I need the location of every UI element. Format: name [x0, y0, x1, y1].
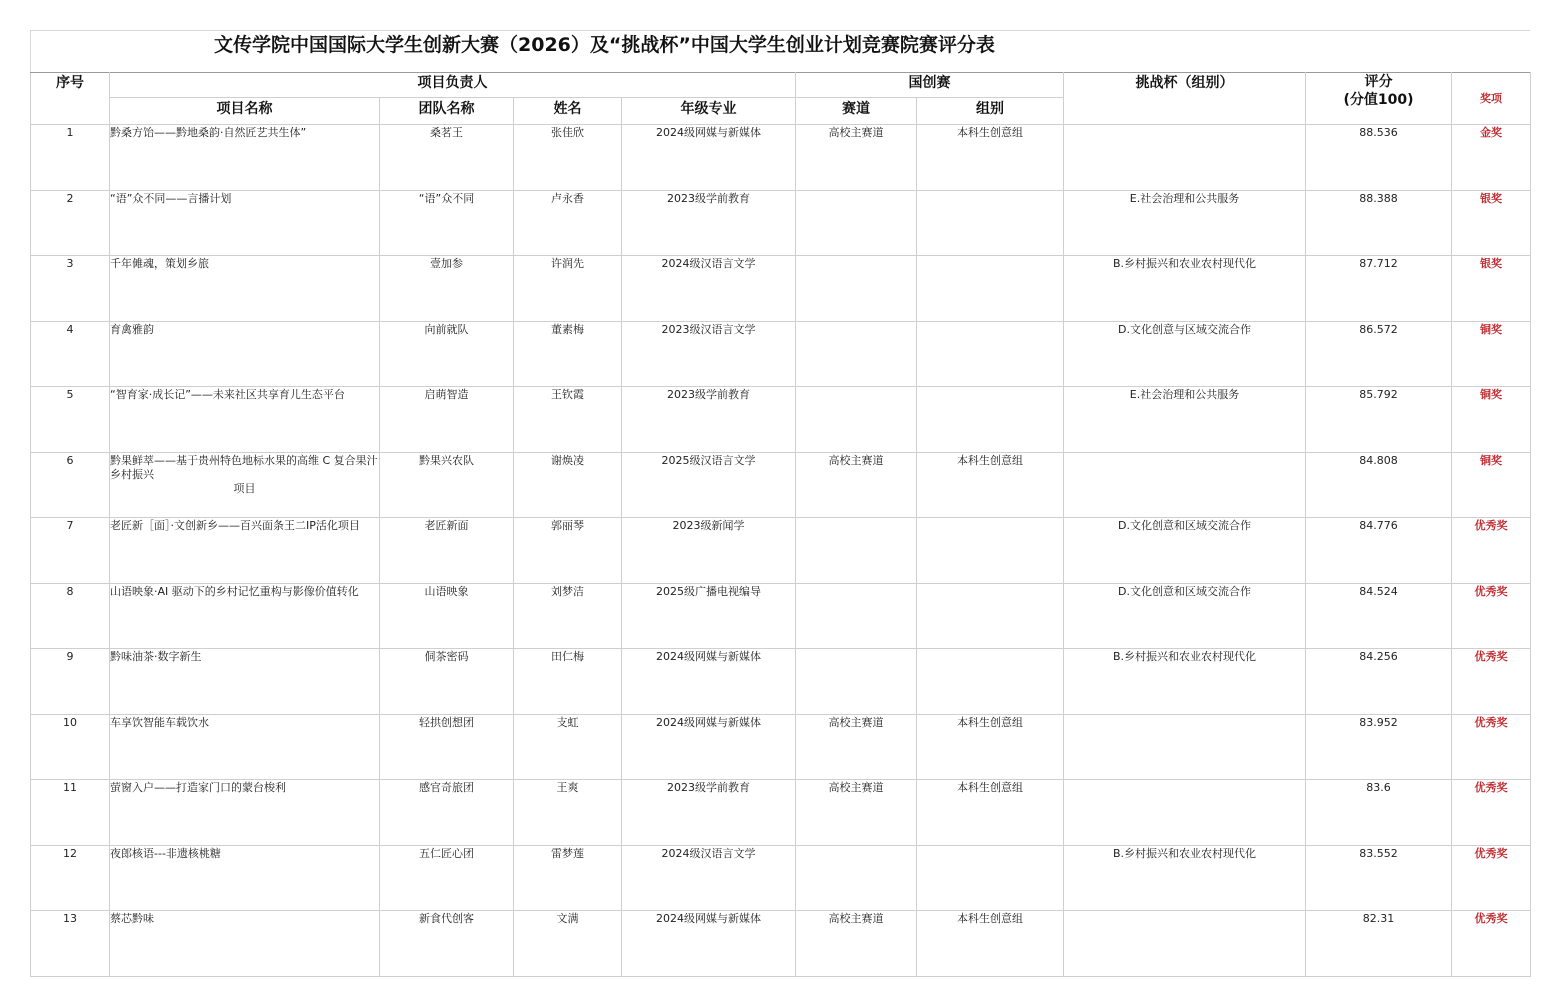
cell-grade-major: 2025级广播电视编导: [622, 583, 796, 649]
cell-score: 84.808: [1306, 452, 1452, 518]
cell-project-name: [110, 125, 380, 191]
cell-track: [796, 321, 917, 387]
project-name-text: 车享饮智能车载饮水: [110, 715, 209, 729]
cell-award: 优秀奖: [1452, 583, 1531, 649]
cell-award: 优秀奖: [1452, 714, 1531, 780]
score-table: [30, 72, 1531, 977]
cell-seq: 5: [31, 387, 110, 453]
cell-project-name: [110, 780, 380, 846]
cell-group: 本科生创意组: [917, 125, 1064, 191]
cell-award: 优秀奖: [1452, 780, 1531, 846]
table-row: [31, 911, 1531, 977]
cell-project-name: [110, 911, 380, 977]
header-seq: 序号: [31, 73, 110, 125]
project-name-text: 老匠新［面］·文创新乡——百兴面条王二IP活化项目: [110, 519, 360, 532]
cell-person-name: 王钦霞: [514, 387, 622, 453]
cell-group: 本科生创意组: [917, 911, 1064, 977]
cell-track: [796, 583, 917, 649]
cell-award: 铜奖: [1452, 387, 1531, 453]
project-name-text: 黔桑方饴——黔地桑韵·自然匠艺共生体”: [110, 126, 307, 139]
cell-seq: 7: [31, 518, 110, 584]
cell-project-name: [110, 256, 380, 322]
cell-person-name: 卢永香: [514, 190, 622, 256]
header-gcs-group: 国创赛: [796, 73, 1064, 98]
cell-team-name: 新食代创客: [380, 911, 514, 977]
table-row: [31, 256, 1531, 322]
table-row: [31, 845, 1531, 911]
header-team-name: 团队名称: [380, 98, 514, 125]
project-name-text: “语”众不同——言播计划: [110, 191, 232, 205]
header-leader-group: 项目负责人: [110, 73, 796, 98]
cell-tzb: D.文化创意与区域交流合作: [1064, 321, 1306, 387]
cell-award: 银奖: [1452, 256, 1531, 322]
cell-group: [917, 256, 1064, 322]
header-grade-major: 年级专业: [622, 98, 796, 125]
cell-group: 本科生创意组: [917, 714, 1064, 780]
cell-award: 金奖: [1452, 125, 1531, 191]
cell-team-name: 壹加参: [380, 256, 514, 322]
table-row: [31, 387, 1531, 453]
cell-track: 高校主赛道: [796, 452, 917, 518]
cell-award: 优秀奖: [1452, 845, 1531, 911]
table-row: [31, 518, 1531, 584]
cell-score: 88.536: [1306, 125, 1452, 191]
cell-seq: 3: [31, 256, 110, 322]
cell-tzb: E.社会治理和公共服务: [1064, 387, 1306, 453]
cell-grade-major: 2023级新闻学: [622, 518, 796, 584]
cell-group: [917, 845, 1064, 911]
cell-group: [917, 387, 1064, 453]
cell-team-name: 老匠新面: [380, 518, 514, 584]
cell-person-name: 文满: [514, 911, 622, 977]
cell-group: [917, 190, 1064, 256]
cell-score: 86.572: [1306, 321, 1452, 387]
cell-tzb: [1064, 125, 1306, 191]
cell-score: 88.388: [1306, 190, 1452, 256]
cell-track: [796, 518, 917, 584]
cell-tzb: D.文化创意和区域交流合作: [1064, 518, 1306, 584]
table-row: [31, 125, 1531, 191]
cell-team-name: 侗茶密码: [380, 649, 514, 715]
cell-score: 84.256: [1306, 649, 1452, 715]
cell-grade-major: 2023级学前教育: [622, 780, 796, 846]
cell-tzb: [1064, 714, 1306, 780]
project-name-text: “智育家·成长记”——未来社区共享育儿生态平台: [110, 388, 345, 401]
cell-grade-major: 2024级网媒与新媒体: [622, 125, 796, 191]
cell-person-name: 许润先: [514, 256, 622, 322]
cell-team-name: “语”众不同: [380, 190, 514, 256]
cell-tzb: B.乡村振兴和农业农村现代化: [1064, 845, 1306, 911]
cell-seq: 2: [31, 190, 110, 256]
cell-grade-major: 2024级网媒与新媒体: [622, 911, 796, 977]
cell-grade-major: 2025级汉语言文学: [622, 452, 796, 518]
cell-group: [917, 518, 1064, 584]
cell-group: [917, 649, 1064, 715]
table-row: [31, 714, 1531, 780]
table-row: [31, 780, 1531, 846]
cell-score: 87.712: [1306, 256, 1452, 322]
cell-grade-major: 2024级汉语言文学: [622, 256, 796, 322]
cell-person-name: 郭丽琴: [514, 518, 622, 584]
cell-award: 优秀奖: [1452, 911, 1531, 977]
cell-person-name: 张佳欣: [514, 125, 622, 191]
project-name-text: 萤窗入户——打造家门口的蒙台梭利: [110, 781, 286, 794]
cell-tzb: D.文化创意和区域交流合作: [1064, 583, 1306, 649]
cell-seq: 11: [31, 780, 110, 846]
table-body: [31, 125, 1531, 977]
project-name-text: 山语映象·AI 驱动下的乡村记忆重构与影像价值转化: [110, 584, 359, 598]
cell-group: [917, 321, 1064, 387]
header-score-line1: 评分: [1364, 74, 1393, 90]
cell-person-name: 雷梦莲: [514, 845, 622, 911]
cell-award: 铜奖: [1452, 452, 1531, 518]
cell-award: 铜奖: [1452, 321, 1531, 387]
cell-project-name: [110, 649, 380, 715]
cell-award: 优秀奖: [1452, 518, 1531, 584]
cell-team-name: 桑茗王: [380, 125, 514, 191]
cell-person-name: 谢焕凌: [514, 452, 622, 518]
cell-person-name: 田仁梅: [514, 649, 622, 715]
sheet-title: 文传学院中国国际大学生创新大赛（2026）及“挑战杯”中国大学生创业计划竞赛院赛评分表: [214, 34, 995, 56]
cell-award: 银奖: [1452, 190, 1531, 256]
cell-track: 高校主赛道: [796, 911, 917, 977]
cell-seq: 1: [31, 125, 110, 191]
cell-score: 84.776: [1306, 518, 1452, 584]
cell-track: [796, 649, 917, 715]
cell-project-name: [110, 387, 380, 453]
cell-team-name: 黔果兴农队: [380, 452, 514, 518]
cell-group: [917, 583, 1064, 649]
table-row: [31, 649, 1531, 715]
cell-tzb: [1064, 452, 1306, 518]
cell-seq: 10: [31, 714, 110, 780]
header-group: 组别: [917, 98, 1064, 125]
cell-tzb: B.乡村振兴和农业农村现代化: [1064, 649, 1306, 715]
cell-grade-major: 2023级汉语言文学: [622, 321, 796, 387]
header-score: [1306, 73, 1452, 125]
cell-grade-major: 2024级网媒与新媒体: [622, 649, 796, 715]
table-row: [31, 321, 1531, 387]
cell-seq: 8: [31, 583, 110, 649]
cell-person-name: 董素梅: [514, 321, 622, 387]
cell-team-name: 轻拱创想团: [380, 714, 514, 780]
header-score-line2: (分值100): [1343, 92, 1414, 108]
cell-team-name: 向前就队: [380, 321, 514, 387]
cell-track: [796, 845, 917, 911]
project-name-text: 夜郎核语---非遗核桃糖: [110, 846, 221, 860]
cell-award: 优秀奖: [1452, 649, 1531, 715]
header-award: 奖项: [1452, 73, 1531, 125]
header-person-name: 姓名: [514, 98, 622, 125]
cell-team-name: 感官奇旅团: [380, 780, 514, 846]
table-row: [31, 190, 1531, 256]
cell-tzb: [1064, 911, 1306, 977]
table-row: [31, 452, 1531, 518]
cell-seq: 13: [31, 911, 110, 977]
header-tzb: 挑战杯（组别）: [1064, 73, 1306, 125]
cell-team-name: 山语映象: [380, 583, 514, 649]
cell-project-name: [110, 190, 380, 256]
score-sheet: [30, 30, 1530, 960]
table-row: [31, 583, 1531, 649]
header-project-name: 项目名称: [110, 98, 380, 125]
cell-track: 高校主赛道: [796, 714, 917, 780]
header-row-1: [31, 73, 1531, 98]
cell-person-name: 支虹: [514, 714, 622, 780]
cell-track: [796, 256, 917, 322]
project-name-text-2: 项目: [233, 481, 256, 495]
project-name-text: 黔果鲜萃——基于贵州特色地标水果的高维 C 复合果汁乡村振兴: [110, 453, 378, 481]
cell-team-name: 启萌智造: [380, 387, 514, 453]
cell-grade-major: 2024级汉语言文学: [622, 845, 796, 911]
cell-score: 83.6: [1306, 780, 1452, 846]
cell-group: 本科生创意组: [917, 452, 1064, 518]
cell-score: 84.524: [1306, 583, 1452, 649]
cell-seq: 6: [31, 452, 110, 518]
cell-grade-major: 2023级学前教育: [622, 387, 796, 453]
project-name-text: 黔味油茶·数字新生: [110, 650, 202, 663]
cell-track: [796, 190, 917, 256]
project-name-text: 蔡芯黔味: [110, 912, 154, 925]
cell-team-name: 五仁匠心团: [380, 845, 514, 911]
header-track: 赛道: [796, 98, 917, 125]
cell-seq: 9: [31, 649, 110, 715]
cell-track: 高校主赛道: [796, 780, 917, 846]
cell-score: 83.952: [1306, 714, 1452, 780]
cell-group: 本科生创意组: [917, 780, 1064, 846]
cell-score: 83.552: [1306, 845, 1452, 911]
cell-track: 高校主赛道: [796, 125, 917, 191]
cell-project-name: [110, 583, 380, 649]
cell-tzb: [1064, 780, 1306, 846]
cell-seq: 4: [31, 321, 110, 387]
cell-track: [796, 387, 917, 453]
cell-project-name: [110, 452, 380, 518]
cell-tzb: E.社会治理和公共服务: [1064, 190, 1306, 256]
cell-person-name: 王爽: [514, 780, 622, 846]
cell-grade-major: 2023级学前教育: [622, 190, 796, 256]
project-name-text: 育禽雅韵: [110, 322, 154, 336]
cell-tzb: B.乡村振兴和农业农村现代化: [1064, 256, 1306, 322]
sheet-title-cell: [30, 30, 1530, 72]
cell-project-name: [110, 845, 380, 911]
project-name-text: 千年傩魂，策划乡旅: [110, 257, 209, 270]
cell-score: 85.792: [1306, 387, 1452, 453]
cell-project-name: [110, 714, 380, 780]
cell-score: 82.31: [1306, 911, 1452, 977]
cell-project-name: [110, 518, 380, 584]
cell-seq: 12: [31, 845, 110, 911]
cell-person-name: 刘梦洁: [514, 583, 622, 649]
cell-grade-major: 2024级网媒与新媒体: [622, 714, 796, 780]
cell-project-name: [110, 321, 380, 387]
